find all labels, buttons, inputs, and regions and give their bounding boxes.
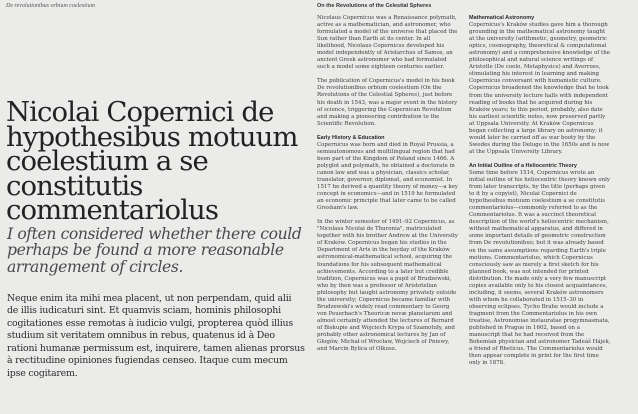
mathematical-astronomy-paragraph: Copernicus's Kraków studies gave him a thorough grounding in the mathematical astronomy taught at the university (arithmetic, geometry, geometric optics, cosmography, theoretical & computational astronomy) and a comprehensive knowledge of the philosophical and natural science writings of Aristotle (De coelo, Metaphysics) and Averroes, stimulating his interest in learning and making Copernicus conversant with humanistic culture. Copernicus broadened the knowledge that he took from the university lecture halls with independent reading of books that he acquired during his Kraków years; to this period, probably, also date his earliest scientific notes, now preserved partly at Uppsala University. At Kraków Copernicus began collecting a large library on astronomy; it would later be carried off as war booty by the Swedes during the Deluge in the 1650s and is now at the Uppsala University Library. xyxy=(469,22,610,155)
section-heading-mathematical-astronomy: Mathematical Astronomy xyxy=(469,15,535,21)
section-heading-outline: An Initial Outline of a Heliocentric Theory xyxy=(469,162,577,169)
subtitle-quote: I often considered whether there could perhaps be found a more reasonable arrangement of circles. xyxy=(7,225,302,276)
outline-paragraph: Some time before 1514, Copernicus wrote an initial outline of his heliocentric theory known only from later transcripts, by the title (perhaps given to it by a copyist), Nicolai Copernici de hypothesibus motuum coelestium a se constitutis commentariolus—commonly referred to as the Commentariolus. It was a succinct theoretical description of the world's heliocentric mechanism, without mathematical apparatus, and differed in some important details of geometric construction from De revolutionibus; but it was already based on the same assumptions regarding Earth's triple motions. Commentariolus, which Copernicus consciously saw as merely a first sketch for his planned book, was not intended for printed distribution. He made only a very few manuscript copies available only to his closest acquaintances, including, it seems, several Kraków astronomers with whom he collaborated in 1515–30 in observing eclipses. Tycho Brahe would include a fragment from the Commentariolus in his own treatise, Astronomiae instauratae progymnasmata, published in Prague in 1602, based on a manuscript that he had received from the Bohemian physician and astronomer Tadeáš Hájek, a friend of Rheticus. The Commentariolus would then appear complete in print for the first time only in 1878. xyxy=(469,169,611,367)
running-header-english: On the Revolutions of the Celestial Spheres xyxy=(317,3,432,9)
running-header-latin: De revolutionibus orbium coelestium xyxy=(6,3,95,9)
page-title: Nicolai Copernici de hypothesibus motuum coelestium a se constitutis commentariolus xyxy=(6,96,298,226)
winter-semester-paragraph: In the winter semester of 1491–92 Copernicus, as "Nicolaus Nicolai de Thuronia", matriculated together with his brother Andrew at the University of Kraków. Copernicus began his studies in the Department of Arts in the heyday of the Kraków astronomical-mathematical school, acquiring the foundations for his subsequent mathematical achievements. According to a later but credible tradition, Copernicus was a pupil of Brudzewski, who by then was a professor of Aristotelian philosophy but taught astronomy privately outside the university; Copernicus became familiar with Brudzewski's widely read commentary to Georg von Peuerbach's Theoricæ novæ planetarum and almost certainly attended the lectures of Bernard of Biskupie and Wojciech Krypa of Szamotuły, and probably other astronomical lectures by Jan of Głogów, Michał of Wrocław, Wojciech of Pniewy, and Marcin Bylica of Olkusz. xyxy=(317,219,458,353)
text-column-left xyxy=(317,15,459,360)
intro-paragraph: Nicolaus Copernicus was a Renaissance polymath, active as a mathematician, and astronomer, who formulated a model of the universe that placed the Sun rather than Earth at its center. In all likelihood, Nicolaus Copernicus developed his model independently of Aristarchus of Samos, an ancient Greek astronomer who had formulated such a model some eighteen centuries earlier. xyxy=(317,15,458,71)
early-history-paragraph: Copernicus was born and died in Royal Prussia, a semiautonomous and multilingual region that had been part of the Kingdom of Poland since 1466. A polyglot and polymath, he obtained a doctorate in canon law and was a physician, classics scholar, translator, governor, diplomat, and economist. In 1517 he derived a quantity theory of money—a key concept in economics—and in 1519 he formulated an economic principle that later came to be called Gresham's law. xyxy=(317,141,458,212)
text-column-right xyxy=(469,15,611,374)
publication-paragraph: The publication of Copernicus's model in his book De revolutionibus orbium coelestium (On the Revolutions of the Celestial Spheres), just before his death in 1543, was a major event in the history of science, triggering the Copernican Revolution and making a pioneering contribution to the Scientific Revolution. xyxy=(317,78,458,127)
latin-passage: Neque enim ita mihi mea placent, ut non perpendam, quid alii de illis iudicaturi sint. Et quamvis sciam, hominis philosophi cogitationes esse remotas à iudicio vulgi, propterea quòd illius studium sit veritatem omnibus in rebus, quatenus id à Deo rationi humanæ permissum est, inquirere, tamen alienas prorsus à rectitudine opiniones fugiendas censeo. Itaque cum mecum ipse cogitarem. xyxy=(7,293,305,379)
section-heading-early-history: Early History & Education xyxy=(317,134,385,141)
